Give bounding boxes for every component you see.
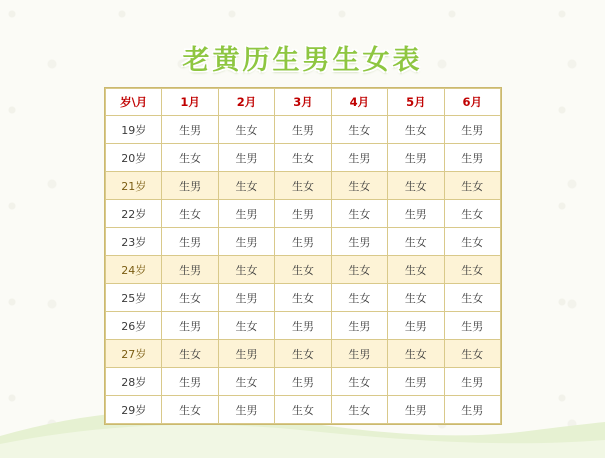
table-cell-age: 28岁 xyxy=(106,368,162,396)
table-cell-prediction: 生女 xyxy=(162,144,218,172)
table-cell-prediction: 生男 xyxy=(444,144,500,172)
table-cell-prediction: 生女 xyxy=(331,284,387,312)
table-row xyxy=(106,228,501,256)
table-cell-prediction: 生女 xyxy=(218,172,274,200)
gender-prediction-table-wrapper xyxy=(105,88,501,424)
table-cell-prediction: 生男 xyxy=(444,312,500,340)
table-cell-prediction: 生女 xyxy=(162,284,218,312)
table-cell-prediction: 生女 xyxy=(444,172,500,200)
table-cell-prediction: 生男 xyxy=(162,228,218,256)
table-cell-prediction: 生男 xyxy=(275,116,331,144)
table-column-header-2: 2月 xyxy=(218,89,274,116)
table-cell-prediction: 生女 xyxy=(275,284,331,312)
table-cell-prediction: 生女 xyxy=(162,200,218,228)
table-cell-prediction: 生女 xyxy=(218,256,274,284)
table-column-header-1: 1月 xyxy=(162,89,218,116)
table-cell-prediction: 生女 xyxy=(218,312,274,340)
table-cell-prediction: 生女 xyxy=(218,368,274,396)
table-cell-prediction: 生女 xyxy=(275,172,331,200)
table-cell-prediction: 生女 xyxy=(275,340,331,368)
table-cell-prediction: 生男 xyxy=(444,368,500,396)
table-cell-age: 19岁 xyxy=(106,116,162,144)
table-cell-prediction: 生女 xyxy=(444,228,500,256)
table-column-header-3: 3月 xyxy=(275,89,331,116)
table-cell-prediction: 生男 xyxy=(444,116,500,144)
table-cell-prediction: 生女 xyxy=(275,396,331,424)
table-cell-prediction: 生女 xyxy=(331,368,387,396)
table-cell-prediction: 生男 xyxy=(275,368,331,396)
table-cell-prediction: 生男 xyxy=(388,368,444,396)
table-cell-prediction: 生女 xyxy=(331,396,387,424)
table-cell-prediction: 生男 xyxy=(162,116,218,144)
table-cell-prediction: 生女 xyxy=(388,284,444,312)
table-row xyxy=(106,284,501,312)
table-cell-age: 23岁 xyxy=(106,228,162,256)
table-cell-prediction: 生女 xyxy=(388,256,444,284)
table-cell-prediction: 生男 xyxy=(218,228,274,256)
table-cell-age: 22岁 xyxy=(106,200,162,228)
table-cell-prediction: 生男 xyxy=(275,312,331,340)
table-cell-prediction: 生男 xyxy=(331,228,387,256)
table-cell-prediction: 生男 xyxy=(218,144,274,172)
table-cell-age: 29岁 xyxy=(106,396,162,424)
table-cell-prediction: 生男 xyxy=(388,144,444,172)
table-row xyxy=(106,172,501,200)
table-column-header-5: 5月 xyxy=(388,89,444,116)
table-cell-prediction: 生女 xyxy=(331,256,387,284)
table-row xyxy=(106,312,501,340)
table-cell-prediction: 生女 xyxy=(331,116,387,144)
table-column-header-6: 6月 xyxy=(444,89,500,116)
table-body xyxy=(106,116,501,424)
table-cell-prediction: 生女 xyxy=(331,200,387,228)
table-cell-prediction: 生男 xyxy=(388,312,444,340)
table-head xyxy=(106,89,501,116)
table-cell-prediction: 生女 xyxy=(218,116,274,144)
table-cell-prediction: 生女 xyxy=(388,228,444,256)
table-cell-prediction: 生女 xyxy=(388,172,444,200)
table-cell-prediction: 生女 xyxy=(275,144,331,172)
gender-prediction-table xyxy=(105,88,501,424)
table-cell-prediction: 生女 xyxy=(444,340,500,368)
table-cell-prediction: 生女 xyxy=(331,172,387,200)
table-cell-prediction: 生男 xyxy=(388,396,444,424)
table-cell-prediction: 生女 xyxy=(162,340,218,368)
table-cell-prediction: 生男 xyxy=(218,340,274,368)
table-cell-prediction: 生女 xyxy=(444,200,500,228)
table-cell-age: 26岁 xyxy=(106,312,162,340)
table-cell-prediction: 生女 xyxy=(444,256,500,284)
table-row xyxy=(106,200,501,228)
table-row xyxy=(106,368,501,396)
table-header-row xyxy=(106,89,501,116)
table-cell-prediction: 生男 xyxy=(162,368,218,396)
table-cell-prediction: 生男 xyxy=(162,312,218,340)
table-cell-prediction: 生男 xyxy=(218,284,274,312)
table-cell-age: 24岁 xyxy=(106,256,162,284)
table-row xyxy=(106,116,501,144)
table-cell-prediction: 生男 xyxy=(218,396,274,424)
table-row xyxy=(106,256,501,284)
table-corner-header: 岁\月 xyxy=(106,89,162,116)
table-cell-prediction: 生女 xyxy=(162,396,218,424)
table-cell-prediction: 生女 xyxy=(275,256,331,284)
table-cell-prediction: 生男 xyxy=(444,396,500,424)
table-cell-prediction: 生女 xyxy=(444,284,500,312)
table-cell-prediction: 生男 xyxy=(331,144,387,172)
table-cell-prediction: 生女 xyxy=(388,340,444,368)
page-title: 老黄历生男生女表 xyxy=(182,45,423,76)
table-cell-age: 25岁 xyxy=(106,284,162,312)
table-cell-age: 21岁 xyxy=(106,172,162,200)
table-cell-prediction: 生男 xyxy=(331,312,387,340)
table-cell-prediction: 生男 xyxy=(218,200,274,228)
table-row xyxy=(106,144,501,172)
table-cell-prediction: 生女 xyxy=(388,116,444,144)
table-cell-prediction: 生男 xyxy=(162,172,218,200)
table-row xyxy=(106,396,501,424)
table-cell-age: 20岁 xyxy=(106,144,162,172)
table-cell-prediction: 生男 xyxy=(275,228,331,256)
table-cell-age: 27岁 xyxy=(106,340,162,368)
table-row xyxy=(106,340,501,368)
table-cell-prediction: 生男 xyxy=(275,200,331,228)
table-column-header-4: 4月 xyxy=(331,89,387,116)
table-cell-prediction: 生男 xyxy=(331,340,387,368)
table-cell-prediction: 生男 xyxy=(388,200,444,228)
table-cell-prediction: 生男 xyxy=(162,256,218,284)
